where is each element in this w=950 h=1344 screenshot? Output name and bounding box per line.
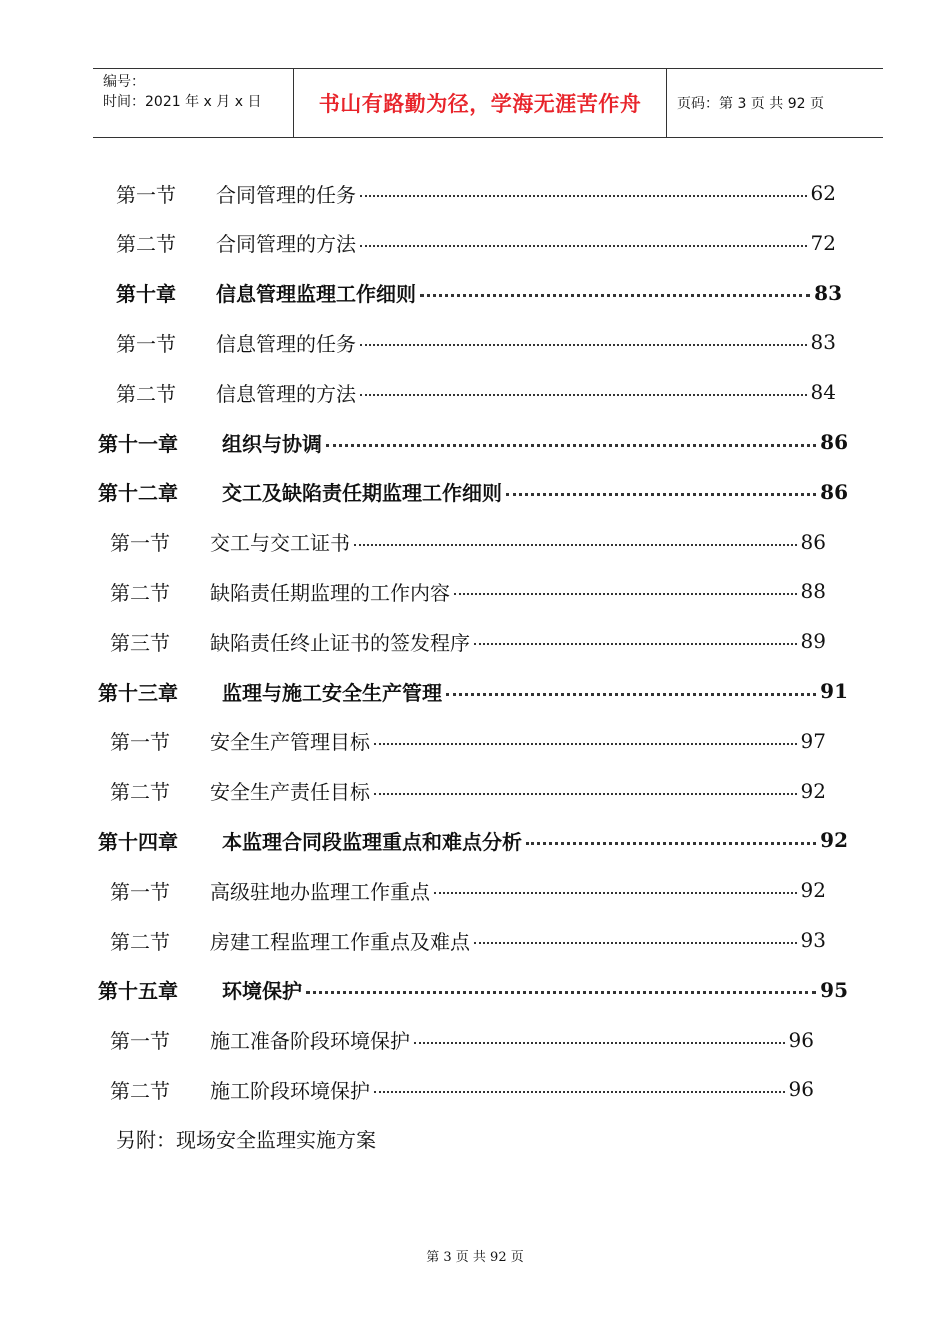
toc-section-row bbox=[116, 218, 836, 268]
toc-number: 第一节 bbox=[116, 182, 176, 207]
toc-title: 环境保护 bbox=[222, 979, 302, 1004]
dot-leader bbox=[506, 493, 816, 496]
toc-title: 交工与交工证书 bbox=[210, 531, 350, 556]
toc-page-number: 72 bbox=[810, 230, 836, 255]
dot-leader bbox=[474, 942, 797, 944]
toc-title: 信息管理监理工作细则 bbox=[216, 282, 416, 307]
toc-section-row bbox=[110, 517, 826, 567]
toc-number: 第二节 bbox=[110, 580, 170, 605]
toc-number: 第十一章 bbox=[98, 431, 178, 456]
toc-title: 信息管理的方法 bbox=[216, 381, 356, 406]
header-meta bbox=[93, 69, 294, 137]
dot-leader bbox=[374, 793, 797, 795]
toc-page-number: 84 bbox=[810, 380, 836, 405]
page-header bbox=[93, 68, 883, 138]
toc-chapter-row bbox=[98, 815, 848, 865]
toc-title: 本监理合同段监理重点和难点分析 bbox=[222, 829, 522, 854]
toc-title: 房建工程监理工作重点及难点 bbox=[210, 929, 470, 954]
toc-chapter-row bbox=[98, 666, 848, 716]
toc-number: 第一节 bbox=[116, 331, 176, 356]
page-indicator: 页码：第 3 页 共 92 页 bbox=[677, 96, 824, 112]
toc-page-number: 95 bbox=[820, 977, 848, 1002]
toc-number: 第十章 bbox=[116, 282, 176, 307]
dot-leader bbox=[454, 593, 797, 595]
appendix-line: 另附：现场安全监理实施方案 bbox=[116, 1128, 376, 1153]
toc-page-number: 83 bbox=[810, 330, 836, 355]
toc-page-number: 86 bbox=[800, 529, 826, 554]
toc-section-row bbox=[116, 367, 836, 417]
toc-number: 第十五章 bbox=[98, 979, 178, 1004]
toc-chapter-row bbox=[98, 965, 848, 1015]
toc-page-number: 92 bbox=[800, 778, 826, 803]
toc-number: 第十二章 bbox=[98, 481, 178, 506]
toc-section-row bbox=[110, 566, 826, 616]
toc-title: 监理与施工安全生产管理 bbox=[222, 680, 442, 705]
toc-page-number: 92 bbox=[800, 878, 826, 903]
dot-leader bbox=[360, 245, 807, 247]
toc-number: 第一节 bbox=[110, 531, 170, 556]
toc-title: 缺陷责任终止证书的签发程序 bbox=[210, 630, 470, 655]
toc-page-number: 97 bbox=[800, 728, 826, 753]
dot-leader bbox=[374, 1091, 785, 1093]
header-motto-cell bbox=[294, 69, 667, 137]
toc-page-number: 96 bbox=[788, 1027, 814, 1052]
toc-page-number: 89 bbox=[800, 629, 826, 654]
toc-number: 第二节 bbox=[116, 381, 176, 406]
toc-title: 信息管理的任务 bbox=[216, 331, 356, 356]
toc-page-number: 62 bbox=[810, 181, 836, 205]
toc-section-row bbox=[110, 915, 826, 965]
dot-leader bbox=[306, 991, 816, 994]
dot-leader bbox=[374, 743, 797, 745]
toc-section-row bbox=[110, 1015, 814, 1065]
toc-number: 第二节 bbox=[110, 929, 170, 954]
page-footer: 第 3 页 共 92 页 bbox=[426, 1250, 524, 1265]
dot-leader bbox=[420, 294, 810, 297]
toc-title: 安全生产责任目标 bbox=[210, 780, 370, 805]
toc-number: 第二节 bbox=[110, 1078, 170, 1103]
toc-number: 第十四章 bbox=[98, 829, 178, 854]
toc-title: 高级驻地办监理工作重点 bbox=[210, 879, 430, 904]
toc-section-row bbox=[110, 865, 826, 915]
doc-number-label: 编号： bbox=[103, 74, 145, 90]
dot-leader bbox=[446, 693, 816, 696]
toc-title: 施工阶段环境保护 bbox=[210, 1078, 370, 1103]
toc-number: 第二节 bbox=[110, 780, 170, 805]
toc-page-number: 92 bbox=[820, 828, 848, 853]
toc-page-number: 88 bbox=[800, 579, 826, 604]
toc-page-number: 86 bbox=[820, 430, 848, 454]
dot-leader bbox=[326, 444, 816, 447]
toc-section-row bbox=[110, 1064, 814, 1114]
toc-chapter-row bbox=[98, 467, 848, 517]
toc-title: 安全生产管理目标 bbox=[210, 730, 370, 755]
dot-leader bbox=[360, 394, 807, 396]
toc-number: 第三节 bbox=[110, 630, 170, 655]
header-page-cell bbox=[667, 69, 883, 137]
toc-title: 合同管理的任务 bbox=[216, 182, 356, 207]
toc-page-number: 96 bbox=[788, 1077, 814, 1102]
motto: 书山有路勤为径，学海无涯苦作舟 bbox=[318, 92, 642, 116]
toc-title: 合同管理的方法 bbox=[216, 232, 356, 257]
toc-section-row bbox=[116, 168, 836, 218]
dot-leader bbox=[360, 344, 807, 346]
dot-leader bbox=[474, 643, 797, 645]
toc-number: 第一节 bbox=[110, 730, 170, 755]
toc-section-row bbox=[110, 616, 826, 666]
toc-title: 交工及缺陷责任期监理工作细则 bbox=[222, 481, 502, 506]
toc-title: 施工准备阶段环境保护 bbox=[210, 1029, 410, 1054]
toc-page-number: 83 bbox=[814, 280, 842, 305]
toc-number: 第二节 bbox=[116, 232, 176, 257]
time-label: 时间：2021 年 x 月 x 日 bbox=[103, 94, 262, 110]
toc-chapter-row bbox=[98, 417, 848, 467]
dot-leader bbox=[360, 195, 807, 197]
toc-title: 缺陷责任期监理的工作内容 bbox=[210, 580, 450, 605]
toc-page-number: 91 bbox=[820, 679, 848, 703]
dot-leader bbox=[414, 1042, 785, 1044]
toc-chapter-row bbox=[116, 268, 842, 318]
toc-number: 第一节 bbox=[110, 879, 170, 904]
toc-page-number: 86 bbox=[820, 479, 848, 504]
dot-leader bbox=[354, 544, 797, 546]
toc-section-row bbox=[110, 766, 826, 816]
toc-section-row bbox=[110, 716, 826, 766]
dot-leader bbox=[526, 842, 816, 845]
toc-number: 第一节 bbox=[110, 1029, 170, 1054]
toc-page-number: 93 bbox=[800, 928, 826, 952]
toc-title: 组织与协调 bbox=[222, 431, 322, 456]
toc-section-row bbox=[116, 317, 836, 367]
toc-number: 第十三章 bbox=[98, 680, 178, 705]
dot-leader bbox=[434, 892, 797, 894]
